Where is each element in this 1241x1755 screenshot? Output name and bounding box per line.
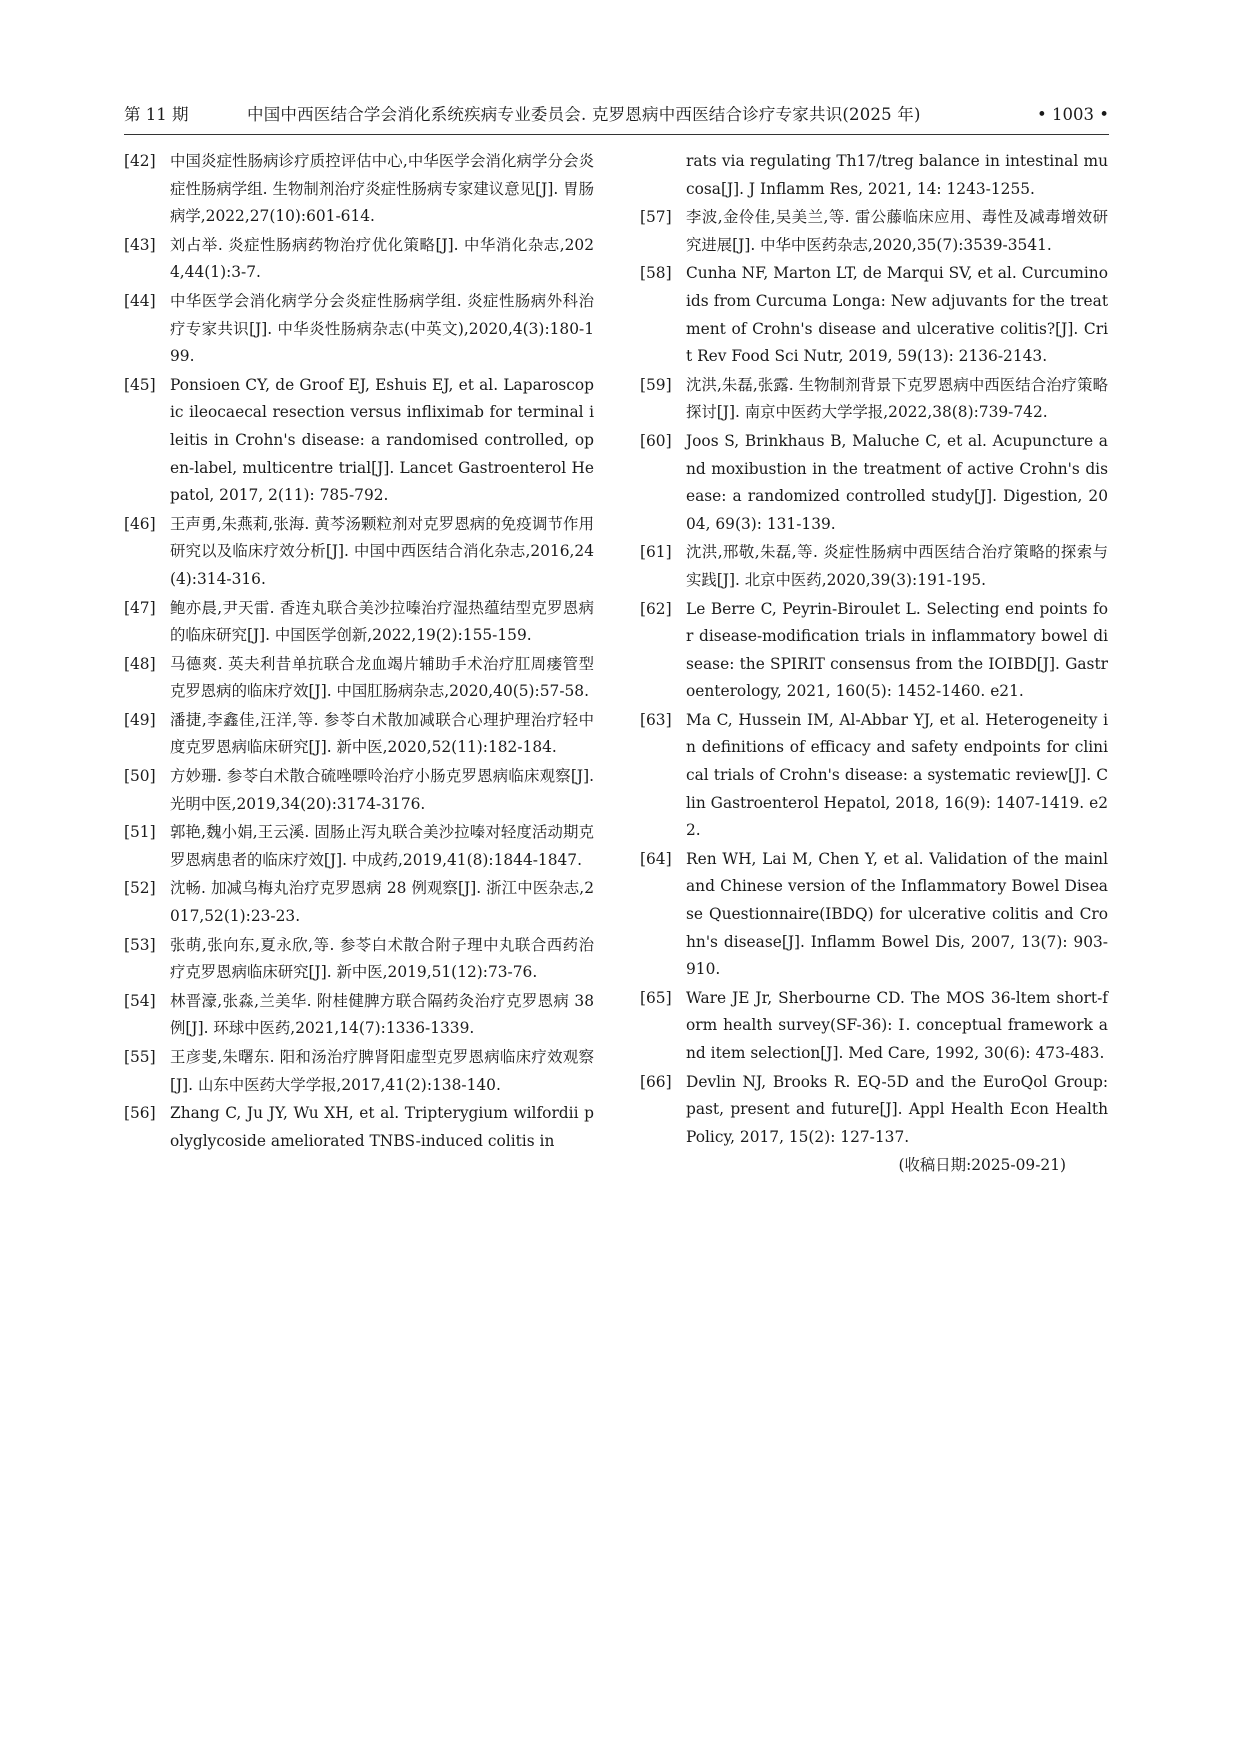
- running-header: [124, 100, 1109, 130]
- reference-number: [50]: [124, 767, 156, 786]
- reference-item: [124, 511, 594, 594]
- reference-text: Ma C, Hussein IM, Al-Abbar YJ, et al. Heterogeneity in definitions of efficacy and safety endpoints for clinical trials of Crohn's disease: a systematic review[J]. Clin Gastroenterol Hepatol, 2018, 16(9): 1407-1419. e22.: [686, 710, 1108, 840]
- reference-text: 潘捷,李鑫佳,汪洋,等. 参苓白术散加减联合心理护理治疗轻中度克罗恩病临床研究[J]. 新中医,2020,52(11):182-184.: [170, 710, 594, 757]
- reference-text: 沈洪,邢敬,朱磊,等. 炎症性肠病中西医结合治疗策略的探索与实践[J]. 北京中医药,2020,39(3):191-195.: [686, 543, 1108, 589]
- reference-item: [124, 763, 594, 818]
- reference-item: [640, 1069, 1108, 1152]
- reference-text: 林晋濠,张淼,兰美华. 附桂健脾方联合隔药灸治疗克罗恩病 38 例[J]. 环球中医药,2021,14(7):1336-1339.: [170, 991, 594, 1038]
- reference-number: [42]: [124, 152, 156, 170]
- reference-number: [65]: [640, 988, 672, 1007]
- reference-item: [124, 232, 594, 287]
- reference-item: [124, 932, 594, 987]
- reference-text: 王声勇,朱燕莉,张海. 黄芩汤颗粒剂对克罗恩病的免疫调节作用研究以及临床疗效分析[J]. 中国中西医结合消化杂志,2016,24(4):314-316.: [170, 514, 594, 588]
- reference-text: 张萌,张向东,夏永欣,等. 参苓白术散合附子理中丸联合西药治疗克罗恩病临床研究[J]. 新中医,2019,51(12):73-76.: [170, 935, 594, 982]
- reference-item: [124, 595, 594, 650]
- reference-number: [43]: [124, 235, 156, 254]
- reference-text: 沈洪,朱磊,张露. 生物制剂背景下克罗恩病中西医结合治疗策略探讨[J]. 南京中医药大学学报,2022,38(8):739-742.: [686, 375, 1108, 422]
- reference-item: [640, 204, 1108, 259]
- reference-number: [60]: [640, 431, 672, 450]
- reference-text: Devlin NJ, Brooks R. EQ-5D and the EuroQol Group: past, present and future[J]. Appl Health Econ Health Policy, 2017, 15(2): 127-137.: [686, 1072, 1108, 1146]
- reference-item: [124, 372, 594, 510]
- reference-item: [640, 539, 1108, 594]
- reference-item: [640, 985, 1108, 1068]
- reference-text: 方妙珊. 参苓白术散合硫唑嘌呤治疗小肠克罗恩病临床观察[J]. 光明中医,2019,34(20):3174-3176.: [170, 767, 594, 813]
- reference-number: [52]: [124, 879, 156, 898]
- reference-item: [640, 707, 1108, 845]
- reference-item: [124, 988, 594, 1043]
- reference-number: [61]: [640, 543, 672, 562]
- reference-text: 郭艳,魏小娟,王云溪. 固肠止泻丸联合美沙拉嗪对轻度活动期克罗恩病患者的临床疗效[J]. 中成药,2019,41(8):1844-1847.: [170, 823, 594, 869]
- reference-number: [58]: [640, 264, 672, 283]
- reference-number: [54]: [124, 991, 156, 1010]
- reference-item: [124, 288, 594, 371]
- reference-number: [55]: [124, 1048, 156, 1066]
- reference-number: [51]: [124, 823, 156, 842]
- reference-number: [56]: [124, 1104, 156, 1123]
- reference-text: Joos S, Brinkhaus B, Maluche C, et al. Acupuncture and moxibustion in the treatment of active Crohn's disease: a randomized controlled study[J]. Digestion, 2004, 69(3): 131-139.: [686, 431, 1108, 533]
- reference-item: [124, 875, 594, 930]
- reference-item: [124, 148, 594, 231]
- reference-continuation: [640, 148, 1108, 203]
- reference-item: [640, 596, 1108, 706]
- received-date: (收稿日期:2025-09-21): [898, 1156, 1066, 1175]
- left-column: [124, 148, 594, 1156]
- reference-item: [640, 372, 1108, 427]
- reference-text: 鲍亦晨,尹天雷. 香连丸联合美沙拉嗪治疗湿热蕴结型克罗恩病的临床研究[J]. 中国医学创新,2022,19(2):155-159.: [170, 598, 594, 645]
- reference-text: 李波,金伶佳,吴美兰,等. 雷公藤临床应用、毒性及减毒增效研究进展[J]. 中华中医药杂志,2020,35(7):3539-3541.: [686, 208, 1108, 254]
- reference-number: [57]: [640, 208, 672, 227]
- reference-text: 马德爽. 英夫利昔单抗联合龙血竭片辅助手术治疗肛周瘘管型克罗恩病的临床疗效[J]. 中国肛肠病杂志,2020,40(5):57-58.: [170, 654, 594, 701]
- reference-text: Zhang C, Ju JY, Wu XH, et al. Tripterygium wilfordii polyglycoside ameliorated TNBS-induced colitis in: [170, 1104, 594, 1150]
- reference-text: Le Berre C, Peyrin-Biroulet L. Selecting end points for disease-modification trials in inflammatory bowel disease: the SPIRIT consensus from the IOIBD[J]. Gastroenterology, 2021, 160(5): 1452-1460. e21.: [686, 599, 1108, 701]
- reference-item: [640, 428, 1108, 538]
- reference-number: [44]: [124, 291, 156, 310]
- reference-item: [640, 260, 1108, 370]
- reference-number: [62]: [640, 599, 672, 618]
- reference-number: [48]: [124, 654, 156, 673]
- reference-item: [124, 651, 594, 706]
- running-title: 中国中西医结合学会消化系统疾病专业委员会. 克罗恩病中西医结合诊疗专家共识(2025 年): [247, 105, 921, 124]
- reference-number: [45]: [124, 375, 156, 394]
- reference-number: [47]: [124, 598, 156, 617]
- page-number: • 1003 •: [1037, 105, 1109, 124]
- reference-text: 刘占举. 炎症性肠病药物治疗优化策略[J]. 中华消化杂志,2024,44(1):3-7.: [170, 235, 594, 282]
- reference-text: 中国炎症性肠病诊疗质控评估中心,中华医学会消化病学分会炎症性肠病学组. 生物制剂治疗炎症性肠病专家建议意见[J]. 胃肠病学,2022,27(10):601-614.: [170, 152, 594, 226]
- reference-text: Ren WH, Lai M, Chen Y, et al. Validation of the mainland Chinese version of the Inflammatory Bowel Disease Questionnaire(IBDQ) for ulcerative colitis and Crohn's disease[J]. Inflamm Bowel Dis, 2007, 13(7): 903-910.: [686, 849, 1108, 979]
- reference-text: Cunha NF, Marton LT, de Marqui SV, et al. Curcuminoids from Curcuma Longa: New adjuvants for the treatment of Crohn's disease and ulcerative colitis?[J]. Crit Rev Food Sci Nutr, 2019, 59(13): 2136-2143.: [686, 264, 1108, 366]
- header-rule: [124, 134, 1109, 135]
- reference-item: [640, 846, 1108, 984]
- reference-item: [124, 819, 594, 874]
- reference-item: [124, 1044, 594, 1099]
- reference-number: [49]: [124, 710, 156, 729]
- reference-text: rats via regulating Th17/treg balance in intestinal mucosa[J]. J Inflamm Res, 2021, 14: 1243-1255.: [686, 152, 1108, 198]
- reference-number: [59]: [640, 375, 672, 394]
- reference-number: [63]: [640, 710, 672, 729]
- reference-number: [64]: [640, 849, 672, 868]
- reference-item: [124, 707, 594, 762]
- reference-number: [66]: [640, 1072, 672, 1091]
- reference-text: Ware JE Jr, Sherbourne CD. The MOS 36-ltem short-form health survey(SF-36): Ⅰ. conceptual framework and item selection[J]. Med Care, 1992, 30(6): 473-483.: [686, 988, 1108, 1062]
- issue-number: 第 11 期: [124, 105, 189, 124]
- reference-text: Ponsioen CY, de Groof EJ, Eshuis EJ, et al. Laparoscopic ileocaecal resection versus infliximab for terminal ileitis in Crohn's disease: a randomised controlled, open-label, multicentre trial[J]. Lancet Gastroenterol Hepatol, 2017, 2(11): 785-792.: [170, 375, 594, 505]
- reference-item: [124, 1100, 594, 1155]
- reference-number: [46]: [124, 514, 156, 533]
- reference-number: [53]: [124, 935, 156, 954]
- right-column: [640, 148, 1108, 1180]
- reference-text: 王彦斐,朱曙东. 阳和汤治疗脾肾阳虚型克罗恩病临床疗效观察[J]. 山东中医药大学学报,2017,41(2):138-140.: [170, 1048, 594, 1094]
- reference-text: 沈畅. 加减乌梅丸治疗克罗恩病 28 例观察[J]. 浙江中医杂志,2017,52(1):23-23.: [170, 879, 594, 926]
- reference-text: 中华医学会消化病学分会炎症性肠病学组. 炎症性肠病外科治疗专家共识[J]. 中华炎性肠病杂志(中英文),2020,4(3):180-199.: [170, 291, 594, 366]
